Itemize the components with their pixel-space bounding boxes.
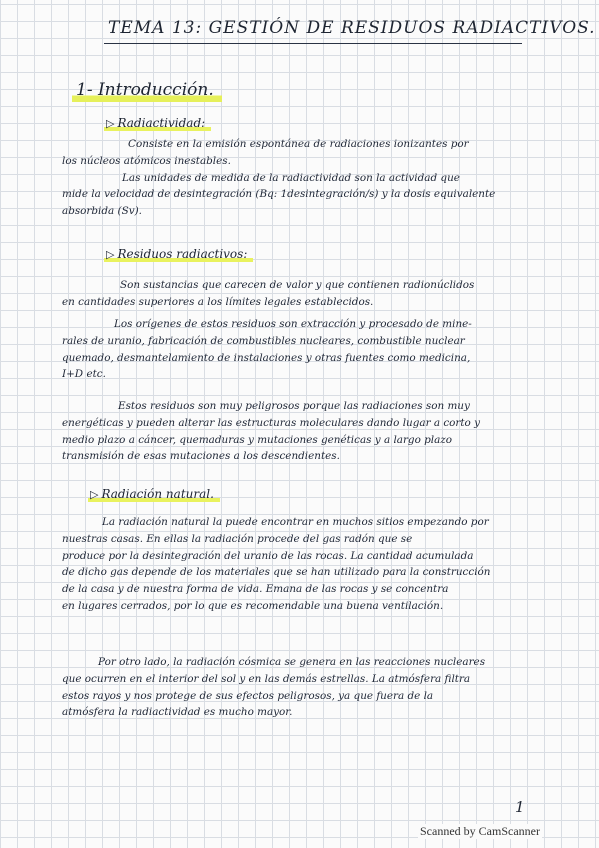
text-line: estos rayos y nos protege de sus efectos peligrosos, ya que fuera de la: [62, 689, 434, 702]
text-line: I+D etc.: [62, 368, 106, 381]
text-line: en lugares cerrados, por lo que es recomendable una buena ventilación.: [62, 599, 444, 612]
text-line: mide la velocidad de desintegración (Bq: 1desintegración/s) y la dosis equivalente: [62, 188, 496, 201]
text-line: Consiste en la emisión espontánea de radiaciones ionizantes por: [128, 138, 469, 150]
paragraph-natural-2: [62, 654, 548, 721]
text-line: transmisión de esas mutaciones a los descendientes.: [62, 450, 340, 463]
text-line: produce por la desintegración del uranio de las rocas. La cantidad acumulada: [62, 549, 474, 562]
text-line: absorbida (Sv).: [62, 205, 142, 218]
paragraph-residuos-1: [62, 277, 548, 311]
subheading-label: Radiactividad:: [117, 116, 206, 130]
text-line: de dicho gas depende de los materiales que se han utilizado para la construcción: [62, 566, 491, 579]
text-line: energéticas y pueden alterar las estructuras moleculares dando lugar a corto y: [62, 416, 480, 429]
paragraph-natural-1: [62, 514, 548, 615]
subheading-label: Radiación natural.: [101, 487, 214, 501]
subheading-label: Residuos radiactivos:: [117, 247, 248, 261]
text-line: en cantidades superiores a los límites legales establecidos.: [62, 295, 374, 308]
page-title: TEMA 13: GESTIÓN DE RESIDUOS RADIACTIVOS.: [108, 18, 596, 38]
subheading-radiacion-natural: [88, 487, 220, 502]
paragraph-residuos-2: [62, 316, 548, 383]
text-line: medio plazo a cáncer, quemaduras y mutaciones genéticas y a largo plazo: [62, 433, 453, 446]
text-line: Por otro lado, la radiación cósmica se genera en las reacciones nucleares: [98, 656, 486, 668]
text-line: La radiación natural la puede encontrar en muchos sitios empezando por: [102, 516, 489, 528]
text-line: quemado, desmantelamiento de instalaciones y otras fuentes como medicina,: [62, 351, 471, 364]
scanner-watermark: Scanned by CamScanner: [420, 824, 540, 838]
triangle-bullet-icon: ▷: [106, 117, 115, 130]
text-line: Los orígenes de estos residuos son extracción y procesado de mine-: [114, 318, 472, 330]
text-line: nuestras casas. En ellas la radiación procede del gas radón que se: [62, 532, 413, 545]
triangle-bullet-icon: ▷: [106, 248, 115, 261]
subheading-residuos-radiactivos: [104, 247, 253, 262]
paragraph-residuos-3: [62, 398, 548, 465]
paragraph-radiactividad: [62, 136, 548, 220]
title-underline: [104, 43, 522, 44]
page-number: 1: [515, 798, 525, 816]
text-line: los núcleos atómicos inestables.: [62, 154, 231, 167]
text-line: de la casa y de nuestra forma de vida. Emana de las rocas y se concentra: [62, 583, 449, 596]
text-line: Son sustancias que carecen de valor y que contienen radionúclidos: [120, 279, 475, 291]
section-heading-introduccion: 1- Introducción.: [72, 80, 222, 102]
triangle-bullet-icon: ▷: [90, 488, 99, 501]
subheading-radiactividad: [104, 116, 211, 131]
text-line: rales de uranio, fabricación de combustibles nucleares, combustible nuclear: [62, 334, 465, 347]
text-line: atmósfera la radiactividad es mucho mayor.: [62, 706, 293, 719]
text-line: que ocurren en el interior del sol y en las demás estrellas. La atmósfera filtra: [62, 672, 471, 685]
text-line: Estos residuos son muy peligrosos porque las radiaciones son muy: [118, 400, 470, 412]
text-line: Las unidades de medida de la radiactividad son la actividad que: [122, 171, 460, 184]
